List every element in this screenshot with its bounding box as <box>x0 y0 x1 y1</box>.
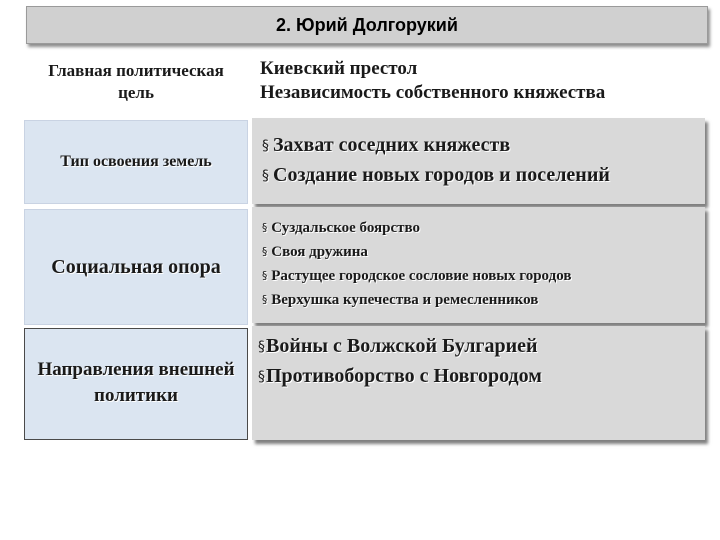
list-item: § Суздальское боярство <box>262 220 421 236</box>
row-content-foreign-policy <box>252 326 705 440</box>
bullet-icon: § <box>262 138 269 154</box>
bullet-icon: § <box>262 168 269 184</box>
row-label-social-support <box>24 209 248 325</box>
list-item: Независимость собственного княжества <box>260 82 606 103</box>
row-label-text: Направления внешней политики <box>37 359 235 406</box>
list-item: § Верхушка купечества и ремесленников <box>262 292 539 308</box>
row-content-main-goal <box>252 50 705 112</box>
bullet-icon: § <box>258 339 265 355</box>
bullet-icon: § <box>258 369 265 385</box>
bullet-icon: § <box>262 222 268 234</box>
list-item: § Растущее городское сословие новых городов <box>262 268 572 284</box>
bullet-icon: § <box>262 294 268 306</box>
row-label-text: Главная политическая цель <box>48 61 224 102</box>
list-item: Киевский престол <box>260 58 418 79</box>
row-content-land-type <box>252 118 705 204</box>
row-label-main-goal <box>24 52 248 112</box>
list-item: §Противоборство с Новгородом <box>258 365 542 387</box>
list-item: § Своя дружина <box>262 244 368 260</box>
slide-title-text: 2. Юрий Долгорукий <box>276 14 458 35</box>
bullet-icon: § <box>262 270 268 282</box>
list-item: §Войны с Волжской Булгарией <box>258 335 538 357</box>
row-label-text: Тип освоения земель <box>60 153 212 170</box>
bullet-icon: § <box>262 246 268 258</box>
list-item: § Создание новых городов и поселений <box>262 164 610 186</box>
slide-title <box>26 6 708 44</box>
row-label-text: Социальная опора <box>51 255 221 278</box>
row-content-social-support <box>252 207 705 323</box>
row-label-land-type <box>24 120 248 204</box>
row-label-foreign-policy <box>24 328 248 440</box>
list-item: § Захват соседних княжеств <box>262 134 511 156</box>
